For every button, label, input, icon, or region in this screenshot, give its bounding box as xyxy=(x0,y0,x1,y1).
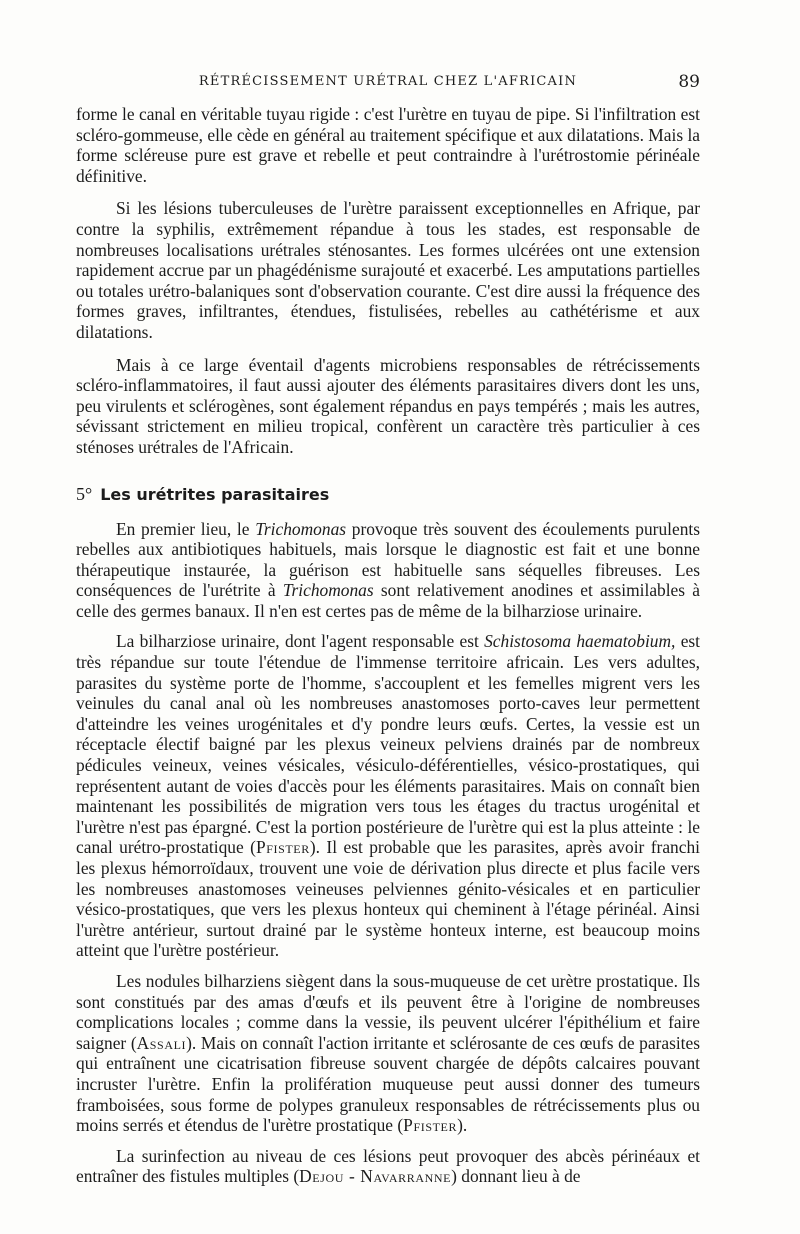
italic-term: Trichomonas xyxy=(282,580,374,601)
paragraph-6: Les nodules bilharziens siègent dans la sous-muqueuse de cet urètre prostatique. Ils sont constitués par des amas d'œufs et ils peuvent être à l'origine de nombreuses complications locales ; comme dans la vessie, ils peuvent ulcérer l'épithélium et faire saigner (Assali). Mais on connaît l'action irritante et sclérosante de ces œufs de parasites qui entraînent une cicatrisation fibreuse souvent chargée de dépôts calcaires pouvant incruster l'urètre. Enfin la prolifération muqueuse peut aussi donner des tumeurs framboisées, sous forme de polypes granuleux responsables de rétrécissements plus ou moins serrés et étendus de l'urètre prostatique (Pfister). xyxy=(76,970,700,1136)
paragraph-2: Si les lésions tuberculeuses de l'urètre paraissent exceptionnelles en Afrique, par contre la syphilis, extrêmement répandue à tous les stades, est responsable de nombreuses localisations urétrales sténosantes. Les formes ulcérées ont une extension rapidement accrue par un phagédénisme surajouté et exacerbé. Les amputations partielles ou totales urétro-balaniques sont d'observation courante. C'est dire aussi la fréquence des formes graves, infiltrantes, étendues, fistulisées, rebelles au cathétérisme et aux dilatations. xyxy=(76,198,700,342)
paragraph-7: La surinfection au niveau de ces lésions peut provoquer des abcès périnéaux et entraîner des fistules multiples (Dejou - Navarranne) donnant lieu à de xyxy=(76,1145,700,1187)
author-citation: Assali xyxy=(136,1032,187,1053)
author-citation: Pfister xyxy=(403,1115,458,1136)
author-citation: Pfister xyxy=(255,837,310,858)
running-title: RÉTRÉCISSEMENT URÉTRAL CHEZ L'AFRICAIN xyxy=(198,74,578,89)
italic-term: Schistosoma haematobium, xyxy=(484,631,676,652)
section-title: Les urétrites parasitaires xyxy=(100,484,330,504)
section-heading xyxy=(76,484,700,505)
body-text xyxy=(76,104,700,1197)
author-citation: Dejou - Navarranne xyxy=(299,1166,452,1187)
italic-term: Trichomonas xyxy=(255,518,347,539)
paragraph-1: forme le canal en véritable tuyau rigide : c'est l'urètre en tuyau de pipe. Si l'infiltration est scléro-gommeuse, elle cède en général au traitement spécifique et aux dilatations. Mais la forme scléreuse pure est grave et rebelle et peut contraindre à l'urétrostomie périnéale définitive. xyxy=(76,104,700,186)
section-number: 5° xyxy=(76,483,93,504)
paragraph-3: Mais à ce large éventail d'agents microbiens responsables de rétrécissements scléro-inflammatoires, il faut aussi ajouter des éléments parasitaires divers dont les uns, peu virulents et sclérogènes, sont également répandus en pays tempérés ; mais les autres, sévissant strictement en milieu tropical, confèrent un caractère très particulier à ces sténoses urétrales de l'Africain. xyxy=(76,354,700,457)
paragraph-4: En premier lieu, le Trichomonas provoque très souvent des écoulements purulents rebelles aux antibiotiques habituels, mais lorsque le diagnostic est fait et une bonne thérapeutique instaurée, la guérison est habituelle sans séquelles fibreuses. Les conséquences de l'urétrite à Trichomonas sont relativement anodines et assimilables à celle des germes banaux. Il n'en est certes pas de même de la bilharziose urinaire. xyxy=(76,518,700,621)
page-number: 89 xyxy=(678,72,700,92)
running-head xyxy=(76,74,700,94)
paragraph-5: La bilharziose urinaire, dont l'agent responsable est Schistosoma haematobium, est très répandue sur toute l'étendue de l'immense territoire africain. Les vers adultes, parasites du système porte de l'homme, s'accouplent et les femelles migrent vers les veinules du canal anal où les nombreuses anastomoses porto-caves leur permettent d'atteindre les veines urogénitales et d'y pondre leurs œufs. Certes, la vessie est un réceptacle électif baigné par les plexus veineux pelviens drainés par de nombreux pédicules veineux, veines vésicales, vésiculo-déférentielles, vésico-prostatiques, qui représentent autant de voies d'accès pour les éléments parasitaires. Mais on connaît bien maintenant les possibilités de migration vers tous les étages du tractus urogénital et l'urètre n'est pas épargné. C'est la portion postérieure de l'urètre qui est la plus atteinte : le canal urétro-prostatique (Pfister). Il est probable que les parasites, après avoir franchi les plexus hémorroïdaux, trouvent une voie de dérivation plus directe et plus facile vers les nombreuses anastomoses veineuses pelviennes génito-vésicales et en particulier vésico-prostatiques, que vers les plexus honteux qui cheminent à l'étage périnéal. Ainsi l'urètre antérieur, surtout drainé par le système honteux interne, est beaucoup moins atteint que l'urètre postérieur. xyxy=(76,631,701,961)
